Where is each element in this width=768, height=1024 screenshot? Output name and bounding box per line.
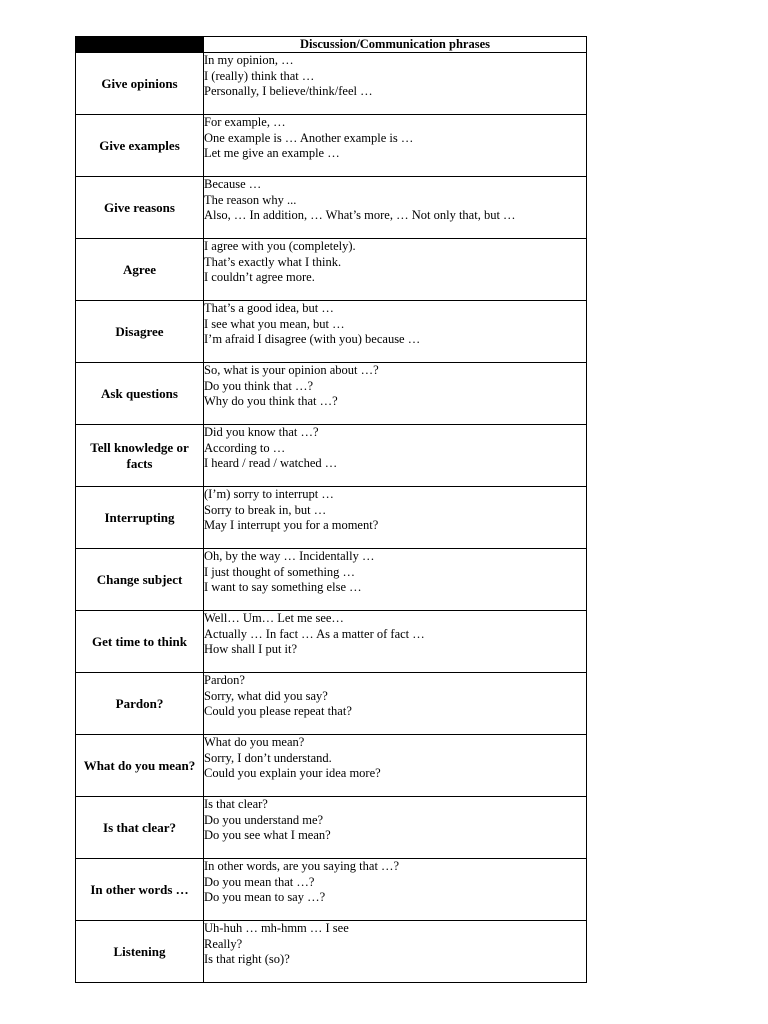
phrase-line: One example is … Another example is … bbox=[204, 130, 414, 145]
phrase-line: Why do you think that …? bbox=[204, 394, 338, 408]
phrase-line: Sorry, I don’t understand. bbox=[204, 750, 332, 765]
phrase-line: For example, … bbox=[204, 115, 286, 129]
function-cell: Give reasons bbox=[76, 177, 204, 239]
phrase-line: The reason why ... bbox=[204, 192, 297, 207]
function-cell: In other words … bbox=[76, 859, 204, 921]
phrase-line: Do you mean that …? bbox=[204, 874, 315, 889]
phrase-line: Uh-huh … mh-hmm … I see bbox=[204, 921, 349, 935]
phrase-line: In my opinion, … bbox=[204, 53, 294, 67]
phrases-column-header: Discussion/Communication phrases bbox=[204, 37, 587, 53]
phrases-cell bbox=[204, 797, 587, 859]
phrase-line: Because … bbox=[204, 177, 262, 191]
phrase-line: Do you think that …? bbox=[204, 378, 314, 393]
phrase-line: How shall I put it? bbox=[204, 642, 298, 656]
phrases-cell bbox=[204, 53, 587, 115]
phrase-line: Do you mean to say …? bbox=[204, 890, 326, 904]
table-row bbox=[76, 487, 587, 549]
table-row bbox=[76, 115, 587, 177]
phrase-line: I just thought of something … bbox=[204, 564, 356, 579]
table-row bbox=[76, 53, 587, 115]
phrase-line: Is that clear? bbox=[204, 797, 268, 811]
phrase-line: I see what you mean, but … bbox=[204, 316, 345, 331]
phrase-line: Personally, I believe/think/feel … bbox=[204, 84, 373, 98]
function-cell: Change subject bbox=[76, 549, 204, 611]
phrase-line: I couldn’t agree more. bbox=[204, 270, 315, 284]
phrases-cell bbox=[204, 859, 587, 921]
function-cell: Give examples bbox=[76, 115, 204, 177]
phrases-cell bbox=[204, 239, 587, 301]
phrase-line: Is that right (so)? bbox=[204, 952, 290, 966]
phrases-cell bbox=[204, 177, 587, 239]
table-header-row bbox=[76, 37, 587, 53]
table-body bbox=[76, 53, 587, 983]
phrase-line: Could you please repeat that? bbox=[204, 704, 352, 718]
phrase-line: I want to say something else … bbox=[204, 580, 362, 594]
phrases-cell bbox=[204, 735, 587, 797]
phrases-cell bbox=[204, 301, 587, 363]
table-row bbox=[76, 673, 587, 735]
phrase-line: I’m afraid I disagree (with you) because … bbox=[204, 332, 421, 346]
function-cell: Listening bbox=[76, 921, 204, 983]
function-cell: Give opinions bbox=[76, 53, 204, 115]
table-row bbox=[76, 735, 587, 797]
phrase-line: Sorry to break in, but … bbox=[204, 502, 327, 517]
phrase-line: Actually … In fact … As a matter of fact … bbox=[204, 626, 425, 641]
function-cell: Get time to think bbox=[76, 611, 204, 673]
phrases-cell bbox=[204, 673, 587, 735]
phrase-line: Also, … In addition, … What’s more, … Not only that, but … bbox=[204, 208, 516, 222]
function-cell: Ask questions bbox=[76, 363, 204, 425]
phrases-cell bbox=[204, 363, 587, 425]
phrases-cell bbox=[204, 487, 587, 549]
table-row bbox=[76, 177, 587, 239]
table-row bbox=[76, 239, 587, 301]
table-row bbox=[76, 797, 587, 859]
phrase-line: Really? bbox=[204, 936, 243, 951]
phrase-line: May I interrupt you for a moment? bbox=[204, 518, 379, 532]
phrase-line: Well… Um… Let me see… bbox=[204, 611, 344, 625]
table-row bbox=[76, 425, 587, 487]
function-cell: Agree bbox=[76, 239, 204, 301]
phrase-line: In other words, are you saying that …? bbox=[204, 859, 400, 873]
phrase-line: That’s a good idea, but … bbox=[204, 301, 334, 315]
phrase-line: Sorry, what did you say? bbox=[204, 688, 328, 703]
function-cell: What do you mean? bbox=[76, 735, 204, 797]
phrase-line: So, what is your opinion about …? bbox=[204, 363, 379, 377]
phrase-line: I (really) think that … bbox=[204, 68, 315, 83]
table-row bbox=[76, 921, 587, 983]
phrase-line: I heard / read / watched … bbox=[204, 456, 338, 470]
phrases-cell bbox=[204, 425, 587, 487]
phrase-line: Do you see what I mean? bbox=[204, 828, 331, 842]
function-cell: Pardon? bbox=[76, 673, 204, 735]
function-cell: Interrupting bbox=[76, 487, 204, 549]
table-row bbox=[76, 301, 587, 363]
function-cell: Tell knowledge or facts bbox=[76, 425, 204, 487]
function-cell: Disagree bbox=[76, 301, 204, 363]
table-row bbox=[76, 363, 587, 425]
phrase-line: Pardon? bbox=[204, 673, 245, 687]
table-row bbox=[76, 549, 587, 611]
phrases-cell bbox=[204, 611, 587, 673]
phrase-line: I agree with you (completely). bbox=[204, 239, 356, 253]
phrases-cell bbox=[204, 549, 587, 611]
phrase-line: That’s exactly what I think. bbox=[204, 254, 342, 269]
function-cell: Is that clear? bbox=[76, 797, 204, 859]
phrase-line: According to … bbox=[204, 440, 286, 455]
phrase-line: Did you know that …? bbox=[204, 425, 319, 439]
phrase-line: Oh, by the way … Incidentally … bbox=[204, 549, 375, 563]
function-column-header bbox=[76, 37, 204, 53]
table-row bbox=[76, 859, 587, 921]
phrases-table bbox=[75, 36, 587, 983]
table-row bbox=[76, 611, 587, 673]
phrases-cell bbox=[204, 115, 587, 177]
phrase-line: What do you mean? bbox=[204, 735, 305, 749]
phrases-cell bbox=[204, 921, 587, 983]
phrase-line: Could you explain your idea more? bbox=[204, 766, 381, 780]
phrase-line: (I’m) sorry to interrupt … bbox=[204, 487, 334, 501]
phrase-line: Do you understand me? bbox=[204, 812, 324, 827]
phrase-line: Let me give an example … bbox=[204, 146, 340, 160]
